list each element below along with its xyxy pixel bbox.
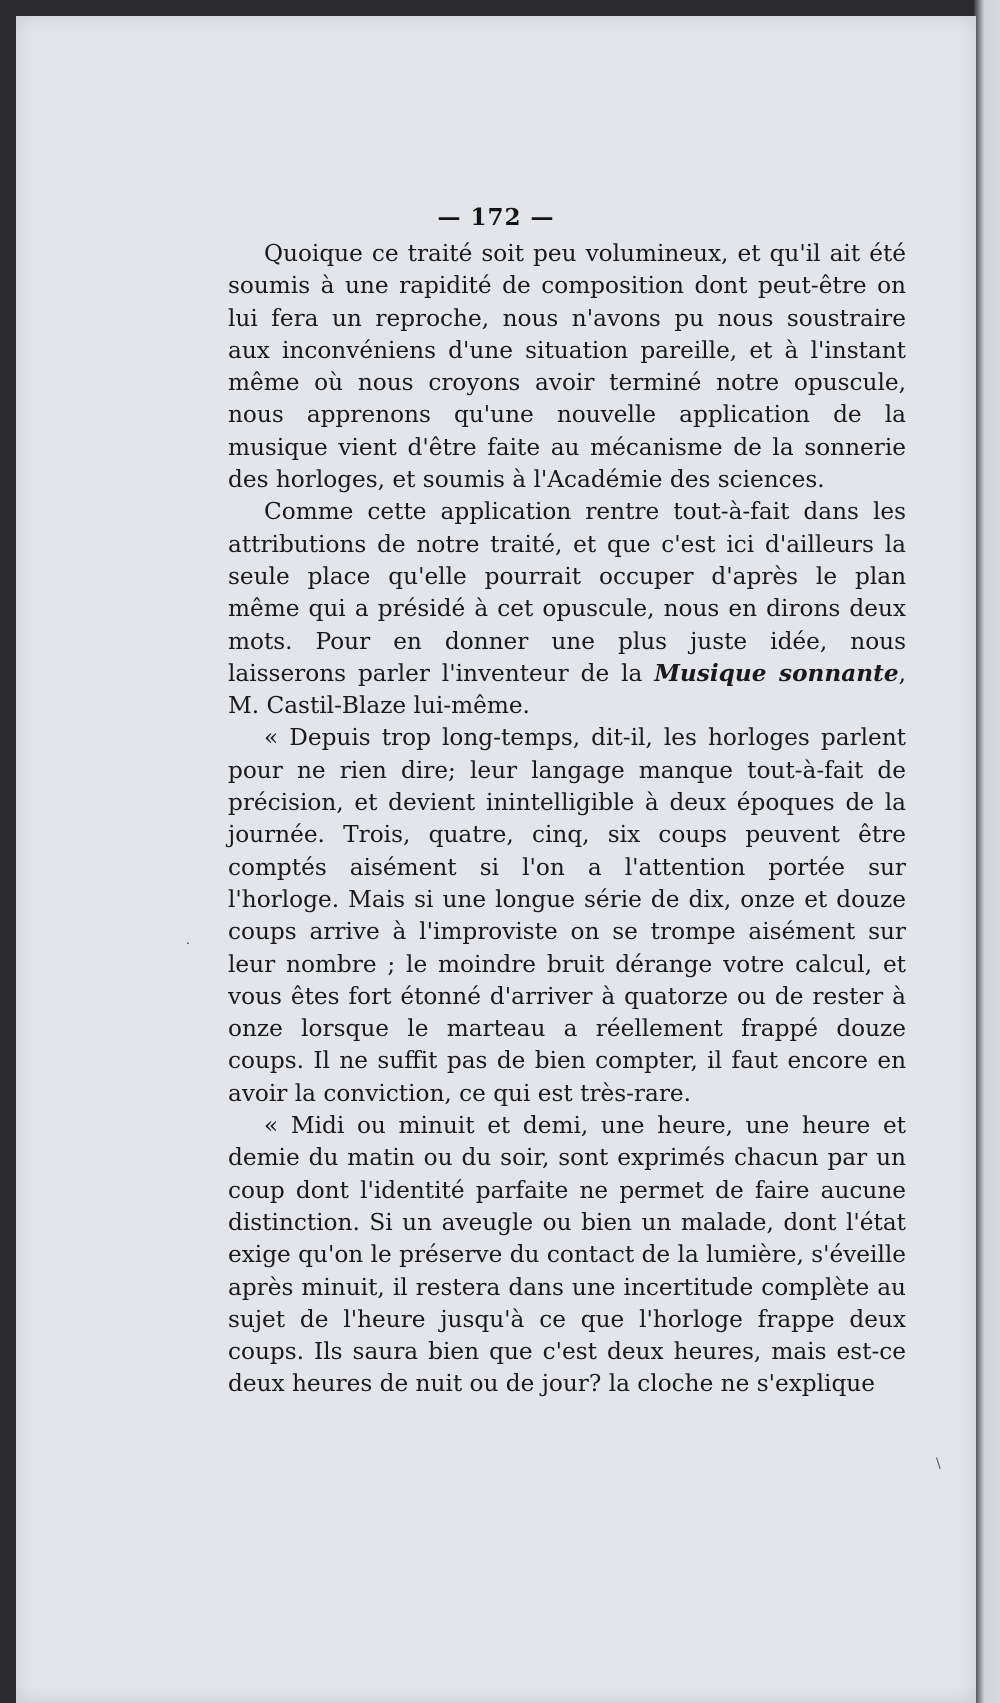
paragraph-4: « Midi ou minuit et demi, une heure, une heure et demie du matin ou du soir, sont exprimés chacun par un coup dont l'identité parfaite ne permet de faire aucune distinction. Si un aveugle ou bien un malade, dont l'état exige qu'on le préserve du contact de la lumière, s'éveille après minuit, il restera dans une incertitude complète au sujet de l'heure jusqu'à ce que l'horloge frappe deux coups. Ils saura bien que c'est deux heures, mais est-ce deux heures de nuit ou de jour? la cloche ne s'explique — [228, 1112, 906, 1398]
book-page — [16, 16, 976, 1703]
body-text — [228, 238, 906, 1401]
paragraph-2 — [228, 496, 906, 722]
paragraph-3: « Depuis trop long-temps, dit-il, les horloges parlent pour ne rien dire; leur langage manque tout-à-fait de précision, et devient inintelligible à deux époques de la journée. Trois, quatre, cinq, six coups peuvent être comptés aisément si l'on a l'attention portée sur l'horloge. Mais si une longue série de dix, onze et douze coups arrive à l'improviste on se trompe aisément sur leur nombre ; le moindre bruit dérange votre calcul, et vous êtes fort étonné d'arriver à quatorze ou de rester à onze lorsque le marteau a réellement frappé douze coups. Il ne suffit pas de bien compter, il faut encore en avoir la conviction, ce qui est très-rare. — [228, 724, 906, 1107]
paragraph-1: Quoique ce traité soit peu volumineux, et qu'il ait été soumis à une rapidité de composition dont peut-être on lui fera un reproche, nous n'avons pu nous soustraire aux inconvéniens d'une situation pareille, et à l'instant même où nous croyons avoir terminé notre opuscule, nous apprenons qu'une nouvelle application de la musique vient d'être faite au mécanisme de la sonnerie des horloges, et soumis à l'Académie des sciences. — [228, 240, 906, 494]
margin-mark: ⸱ — [186, 936, 190, 952]
page-number: — 172 — — [437, 204, 555, 231]
paragraph-2-start: Comme cette application rentre tout-à-fait dans les attributions de notre traité, et que c'est ici d'ailleurs la seule place qu'elle pourrait occuper d'après le plan même qui a présidé à cet opuscule, nous en dirons deux mots. Pour en donner une plus juste idée, nous laisserons parler l'inventeur de la — [228, 498, 906, 687]
margin-mark: \ — [936, 1456, 941, 1472]
work-title: Musique sonnante — [654, 659, 899, 687]
paragraph-2-end: , M. Castil-Blaze lui-même. — [228, 659, 906, 720]
adjacent-page-edge — [974, 0, 1000, 1703]
